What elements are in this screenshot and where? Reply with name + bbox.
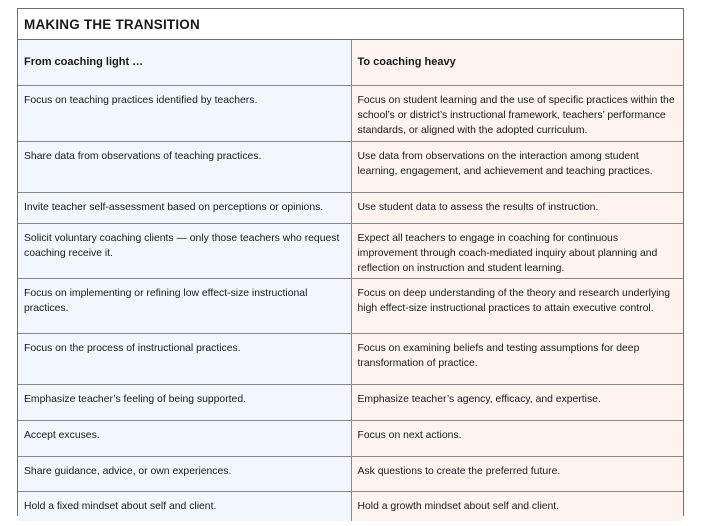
coaching-light-cell: Focus on teaching practices identified by teachers. bbox=[18, 85, 351, 141]
table-title: MAKING THE TRANSITION bbox=[18, 9, 683, 40]
coaching-light-cell: Accept excuses. bbox=[18, 420, 351, 456]
coaching-heavy-cell: Focus on student learning and the use of specific practices within the school’s or district’s instructional framework, teachers’ performance standards, or aligned with the adopted curriculum. bbox=[351, 85, 683, 141]
table-row bbox=[18, 141, 683, 192]
coaching-heavy-cell: Hold a growth mindset about self and client. bbox=[351, 491, 683, 521]
coaching-light-cell: Focus on the process of instructional practices. bbox=[18, 333, 351, 384]
table-row bbox=[18, 192, 683, 223]
comparison-table bbox=[18, 40, 683, 521]
table-row bbox=[18, 333, 683, 384]
coaching-light-cell: Emphasize teacher’s feeling of being supported. bbox=[18, 384, 351, 420]
coaching-heavy-cell: Emphasize teacher’s agency, efficacy, and expertise. bbox=[351, 384, 683, 420]
coaching-light-cell: Focus on implementing or refining low effect-size instructional practices. bbox=[18, 278, 351, 333]
coaching-light-cell: Share data from observations of teaching practices. bbox=[18, 141, 351, 192]
coaching-heavy-cell: Expect all teachers to engage in coaching for continuous improvement through coach-mediated inquiry about planning and reflection on instruction and student learning. bbox=[351, 223, 683, 278]
coaching-light-cell: Invite teacher self-assessment based on perceptions or opinions. bbox=[18, 192, 351, 223]
table-row bbox=[18, 491, 683, 521]
table-row bbox=[18, 85, 683, 141]
table-row bbox=[18, 384, 683, 420]
coaching-light-cell: Hold a fixed mindset about self and client. bbox=[18, 491, 351, 521]
coaching-light-cell: Solicit voluntary coaching clients — only those teachers who request coaching receive it. bbox=[18, 223, 351, 278]
table-row bbox=[18, 278, 683, 333]
table-row bbox=[18, 420, 683, 456]
column-header-coaching-light: From coaching light … bbox=[18, 40, 351, 85]
coaching-heavy-cell: Focus on examining beliefs and testing assumptions for deep transformation of practice. bbox=[351, 333, 683, 384]
transition-table-frame bbox=[17, 8, 684, 516]
table-row bbox=[18, 223, 683, 278]
coaching-heavy-cell: Use data from observations on the interaction among student learning, engagement, and achievement and teaching practices. bbox=[351, 141, 683, 192]
column-header-coaching-heavy: To coaching heavy bbox=[351, 40, 683, 85]
coaching-heavy-cell: Ask questions to create the preferred future. bbox=[351, 456, 683, 491]
coaching-heavy-cell: Focus on next actions. bbox=[351, 420, 683, 456]
header-row bbox=[18, 40, 683, 85]
coaching-light-cell: Share guidance, advice, or own experiences. bbox=[18, 456, 351, 491]
coaching-heavy-cell: Focus on deep understanding of the theory and research underlying high effect-size instructional practices to attain executive control. bbox=[351, 278, 683, 333]
coaching-heavy-cell: Use student data to assess the results of instruction. bbox=[351, 192, 683, 223]
table-row bbox=[18, 456, 683, 491]
